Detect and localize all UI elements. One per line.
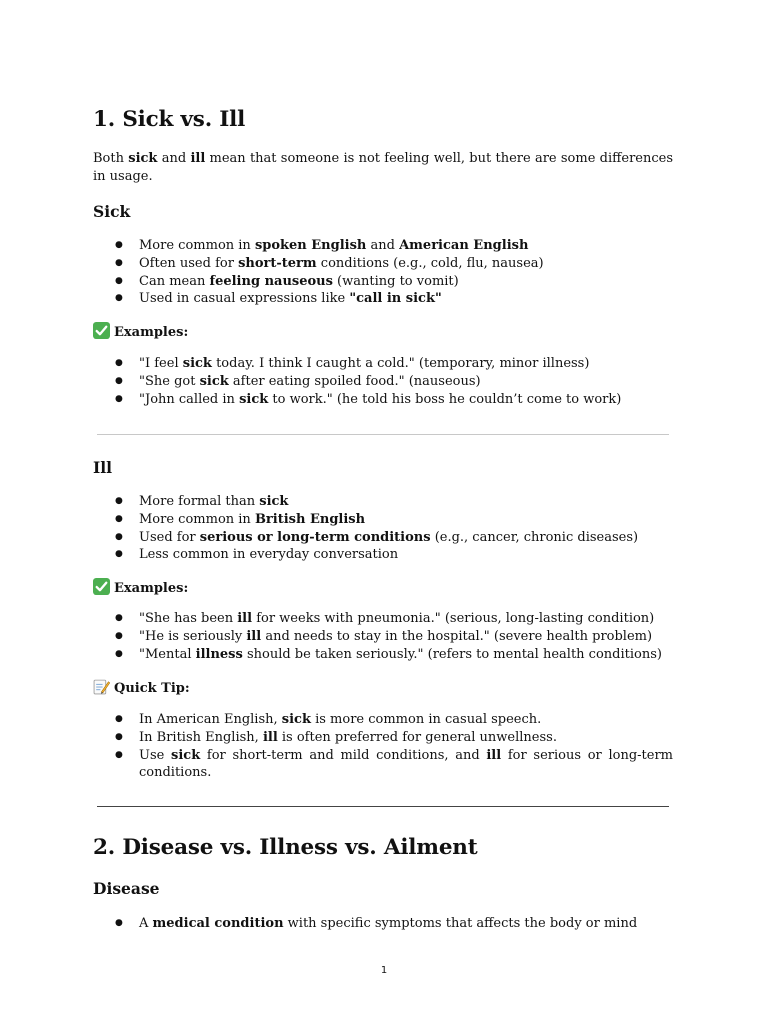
bullet-icon: ● [115, 918, 123, 928]
list-item [93, 290, 673, 308]
bullet-icon: ● [115, 275, 123, 286]
text-run: More formal than [139, 494, 260, 509]
text-run: is more common in casual speech. [310, 712, 542, 727]
text-run: and [366, 238, 400, 253]
bullet-icon: ● [115, 496, 123, 506]
bold-text: sick [171, 747, 201, 763]
list-item [93, 610, 673, 628]
bold-text: American English [399, 238, 529, 253]
bold-text: sick [259, 494, 289, 509]
bullet-icon: ● [115, 749, 123, 760]
list-item [93, 511, 673, 529]
bold-text: sick [199, 373, 229, 389]
bold-text: sick [182, 356, 212, 371]
bullet-icon: ● [115, 358, 123, 368]
bullet-icon: ● [115, 257, 123, 268]
text-run: Used for [139, 529, 200, 545]
section-1-title: 1. Sick vs. Ill [93, 107, 246, 132]
bold-text: ill [486, 747, 502, 763]
text-run: "He is seriously [139, 628, 247, 644]
text-run: Used in casual expressions like [139, 291, 350, 307]
list-item [93, 355, 673, 373]
sick-examples-heading [93, 322, 188, 340]
list-item [93, 646, 673, 664]
text-run: to work." (he told his boss he couldn’t come to work) [268, 391, 622, 407]
text-run: "She got [139, 373, 200, 389]
intro-paragraph [93, 150, 673, 185]
bullet-icon: ● [115, 293, 123, 304]
sick-bullet-list [93, 237, 673, 308]
bullet-icon: ● [115, 531, 123, 542]
text-run: with specific symptoms that affects the body or mind [283, 916, 638, 931]
bold-text: serious or long-term conditions [199, 529, 431, 545]
text-run: (e.g., cancer, chronic diseases) [430, 529, 639, 545]
sick-examples-label: Examples: [114, 325, 189, 340]
text-run: "Mental [139, 646, 196, 662]
text-run: Both [93, 151, 129, 166]
section-divider [97, 434, 669, 435]
bold-text: feeling nauseous [209, 273, 333, 289]
text-run: for weeks with pneumonia." (serious, long-lasting condition) [252, 611, 655, 626]
text-run: A [139, 916, 153, 931]
bold-text: "call in sick" [349, 291, 442, 307]
list-item [93, 546, 673, 564]
ill-examples-label: Examples: [114, 581, 189, 596]
text-run: after eating spoiled food." (nauseous) [228, 373, 481, 389]
text-run: Use [139, 747, 172, 763]
text-run: and [157, 151, 191, 166]
bullet-icon: ● [115, 240, 123, 250]
text-run: should be taken seriously." (refers to mental health conditions) [242, 646, 662, 662]
text-run: "She has been [139, 611, 238, 626]
text-run: More common in [139, 511, 255, 527]
quick-tip-list [93, 711, 673, 782]
bold-text: ill [190, 151, 206, 166]
section-divider [97, 806, 669, 807]
sick-heading: Sick [93, 202, 131, 221]
list-item [93, 529, 673, 547]
text-run: for serious or long-term conditions. [139, 747, 674, 781]
text-run: is often preferred for general unwellness. [277, 729, 557, 745]
check-mark-icon [93, 578, 110, 595]
sick-examples-list [93, 355, 673, 408]
text-run: More common in [139, 238, 255, 253]
bullet-icon: ● [115, 513, 123, 524]
quick-tip-label: Quick Tip: [114, 681, 190, 696]
bullet-icon: ● [115, 549, 123, 560]
list-item [93, 391, 673, 409]
text-run: mean that someone is not feeling well, but there are some differences in usage. [93, 151, 673, 184]
text-run: "John called in [139, 391, 240, 407]
bold-text: illness [195, 646, 243, 662]
section-2-title: 2. Disease vs. Illness vs. Ailment [93, 835, 478, 860]
bold-text: short-term [238, 255, 317, 271]
text-run: "I feel [139, 356, 183, 371]
quick-tip-heading [93, 678, 190, 696]
bold-text: ill [237, 611, 253, 626]
text-run: In British English, [139, 729, 263, 745]
ill-heading: Ill [93, 458, 113, 477]
check-mark-icon [93, 322, 110, 339]
list-item [93, 237, 673, 255]
bold-text: sick [239, 391, 269, 407]
text-run: for short-term and mild conditions, and [200, 747, 487, 763]
text-run: Often used for [139, 255, 239, 271]
page-number: 1 [380, 965, 388, 976]
bullet-icon: ● [115, 630, 123, 641]
disease-bullet-list [93, 915, 673, 933]
bullet-icon: ● [115, 375, 123, 386]
list-item [93, 493, 673, 511]
bold-text: sick [128, 151, 158, 166]
text-run: Can mean [139, 273, 210, 289]
text-run: In American English, [139, 712, 282, 727]
ill-bullet-list [93, 493, 673, 564]
list-item [93, 273, 673, 291]
disease-heading: Disease [93, 879, 160, 898]
list-item [93, 915, 673, 933]
text-run: (wanting to vomit) [332, 273, 459, 289]
bullet-icon: ● [115, 714, 123, 724]
bold-text: ill [246, 628, 262, 644]
memo-pencil-icon [93, 678, 110, 695]
bullet-icon: ● [115, 648, 123, 659]
list-item [93, 255, 673, 273]
ill-examples-heading [93, 578, 188, 596]
bold-text: medical condition [152, 916, 284, 931]
list-item [93, 373, 673, 391]
text-run: and needs to stay in the hospital." (severe health problem) [261, 628, 653, 644]
bold-text: British English [254, 511, 366, 527]
text-run: Less common in everyday conversation [139, 547, 399, 563]
bullet-icon: ● [115, 393, 123, 404]
bullet-icon: ● [115, 613, 123, 623]
list-item [93, 747, 673, 783]
list-item [93, 628, 673, 646]
bold-text: sick [281, 712, 311, 727]
bold-text: spoken English [254, 238, 367, 253]
text-run: today. I think I caught a cold." (temporary, minor illness) [211, 356, 590, 371]
bold-text: ill [262, 729, 278, 745]
list-item [93, 729, 673, 747]
bullet-icon: ● [115, 731, 123, 742]
ill-examples-list [93, 610, 673, 663]
list-item [93, 711, 673, 729]
text-run: conditions (e.g., cold, flu, nausea) [316, 255, 544, 271]
